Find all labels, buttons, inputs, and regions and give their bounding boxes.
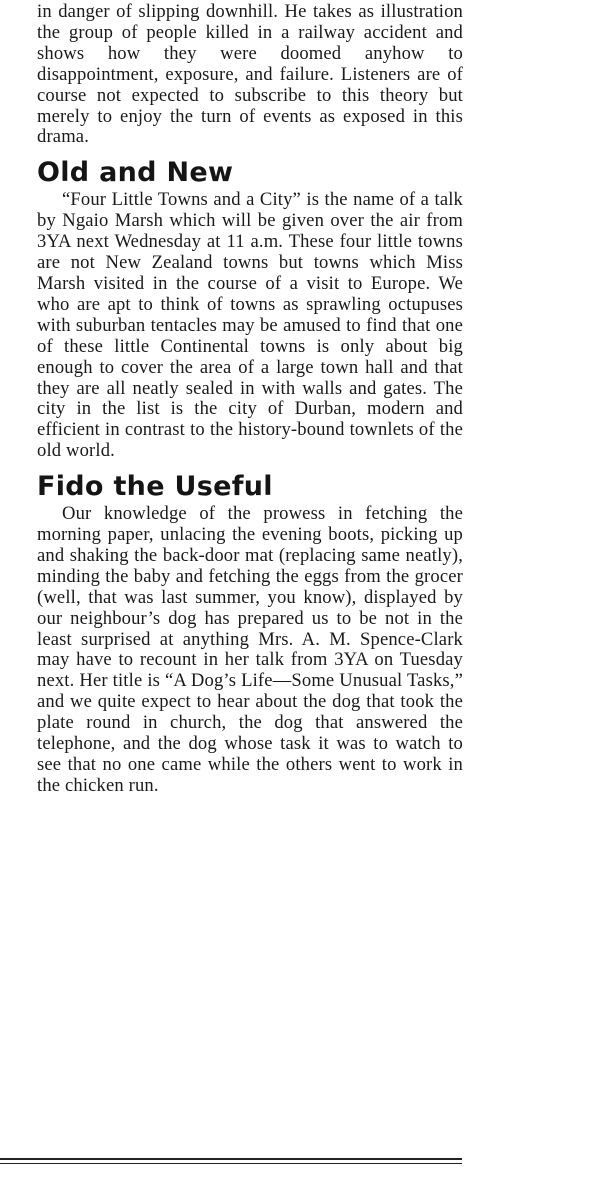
fido-paragraph: Our knowledge of the prowess in fetching the morning paper, unlacing the evening boots, picking up and shaking the back-door mat (replacing same neatly), minding the baby and fetching the eggs from the grocer (well, that was last summer, you know), displayed by our neighbour’s dog has prepared us to be not in the least surprised at anything Mrs. A. M. Spence-Clark may have to recount in her talk from 3YA on Tuesday next. Her title is “A Dog’s Life—Some Unusual Tasks,” and we quite expect to hear about the dog that took the plate round in church, the dog that answered the telephone, and the dog whose task it was to watch to see that no one came while the others went to work in the chicken run. xyxy=(37,503,463,796)
double-rule-bottom xyxy=(0,1163,462,1164)
column-end-rule xyxy=(0,1158,462,1167)
old-and-new-paragraph: “Four Little Towns and a City” is the name of a talk by Ngaio Marsh which will be given over the air from 3YA next Wednesday at 11 a.m. These four little towns are not New Zealand towns but towns which Miss Marsh visited in the course of a visit to Europe. We who are apt to think of towns as sprawling octupuses with suburban tentacles may be amused to find that one of these little Continental towns is only about big enough to cover the area of a large town hall and that they are all neatly sealed in with walls and gates. The city in the list is the city of Durban, modern and efficient in contrast to the history-bound townlets of the old world. xyxy=(37,189,463,462)
double-rule-top xyxy=(0,1158,462,1160)
intro-paragraph: in danger of slipping downhill. He takes as illustration the group of people killed in a railway accident and shows how they were doomed anyhow to disappointment, exposure, and failure. Listeners are of course not expected to subscribe to this theory but merely to enjoy the turn of events as exposed in this drama. xyxy=(37,1,463,148)
article-column xyxy=(37,2,463,797)
section-heading-fido-the-useful: Fido the Useful xyxy=(37,471,273,503)
section-heading-old-and-new: Old and New xyxy=(37,157,234,189)
